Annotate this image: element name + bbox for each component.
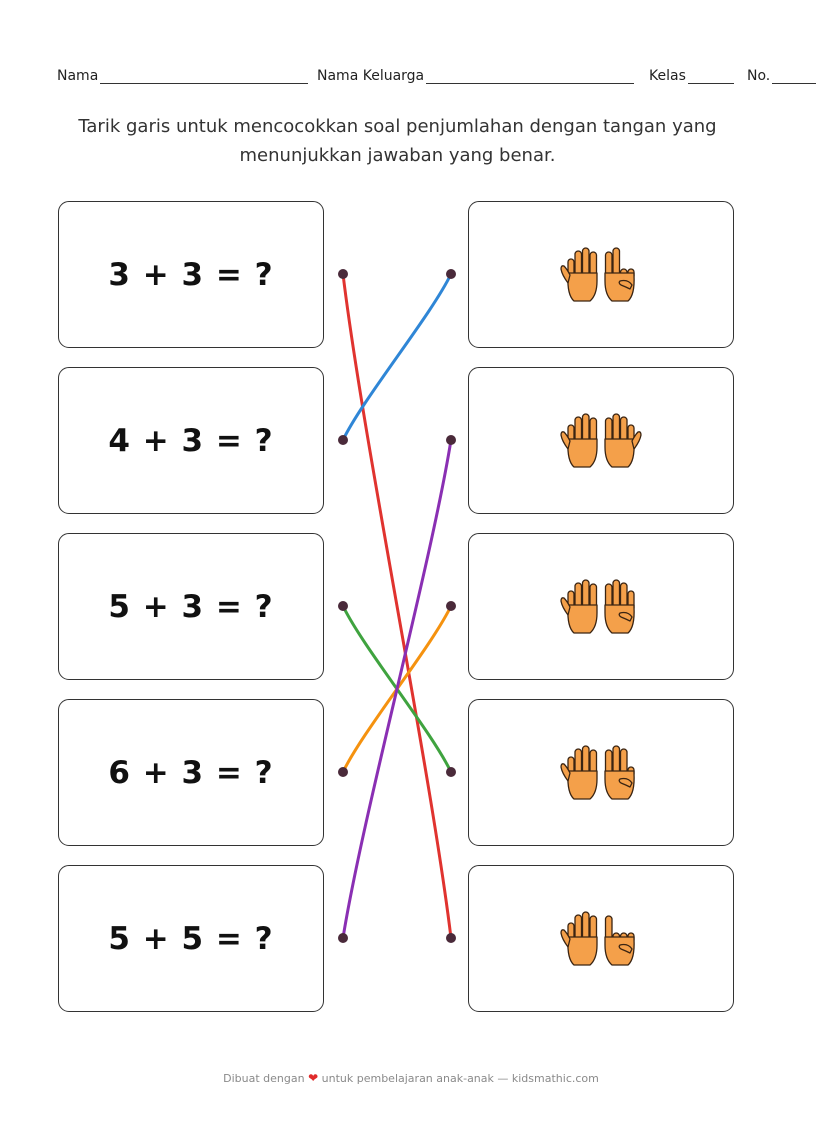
problem-text: 6 + 3 = ? bbox=[108, 754, 274, 791]
answer-dot-2[interactable] bbox=[446, 435, 456, 445]
match-line-2[interactable] bbox=[343, 274, 451, 440]
answer-dot-4[interactable] bbox=[446, 767, 456, 777]
problem-dot-5[interactable] bbox=[338, 933, 348, 943]
number-label: No. bbox=[747, 68, 771, 84]
problem-dot-2[interactable] bbox=[338, 435, 348, 445]
instruction-line-1: Tarik garis untuk mencocokkan soal penjumlahan dengan tangan yang bbox=[78, 116, 717, 137]
answer-dot-3[interactable] bbox=[446, 601, 456, 611]
family-name-label: Nama Keluarga bbox=[317, 68, 425, 84]
problem-dot-3[interactable] bbox=[338, 601, 348, 611]
footer-text-after: untuk pembelajaran anak-anak — kidsmathic.com bbox=[321, 1072, 599, 1085]
problem-text: 3 + 3 = ? bbox=[108, 256, 274, 293]
footer bbox=[0, 1071, 822, 1085]
answer-dot-5[interactable] bbox=[446, 933, 456, 943]
instruction-line-2: menunjukkan jawaban yang benar. bbox=[239, 145, 556, 166]
match-line-1[interactable] bbox=[343, 274, 451, 938]
class-label: Kelas bbox=[649, 68, 686, 84]
problem-dot-4[interactable] bbox=[338, 767, 348, 777]
answer-dot-1[interactable] bbox=[446, 269, 456, 279]
problem-text: 5 + 5 = ? bbox=[108, 920, 274, 957]
footer-text-before: Dibuat dengan bbox=[223, 1072, 305, 1085]
problem-text: 5 + 3 = ? bbox=[108, 588, 274, 625]
match-line-5[interactable] bbox=[343, 440, 451, 938]
name-label: Nama bbox=[57, 68, 99, 84]
problem-text: 4 + 3 = ? bbox=[108, 422, 274, 459]
heart-icon: ❤ bbox=[308, 1071, 319, 1085]
problem-dot-1[interactable] bbox=[338, 269, 348, 279]
